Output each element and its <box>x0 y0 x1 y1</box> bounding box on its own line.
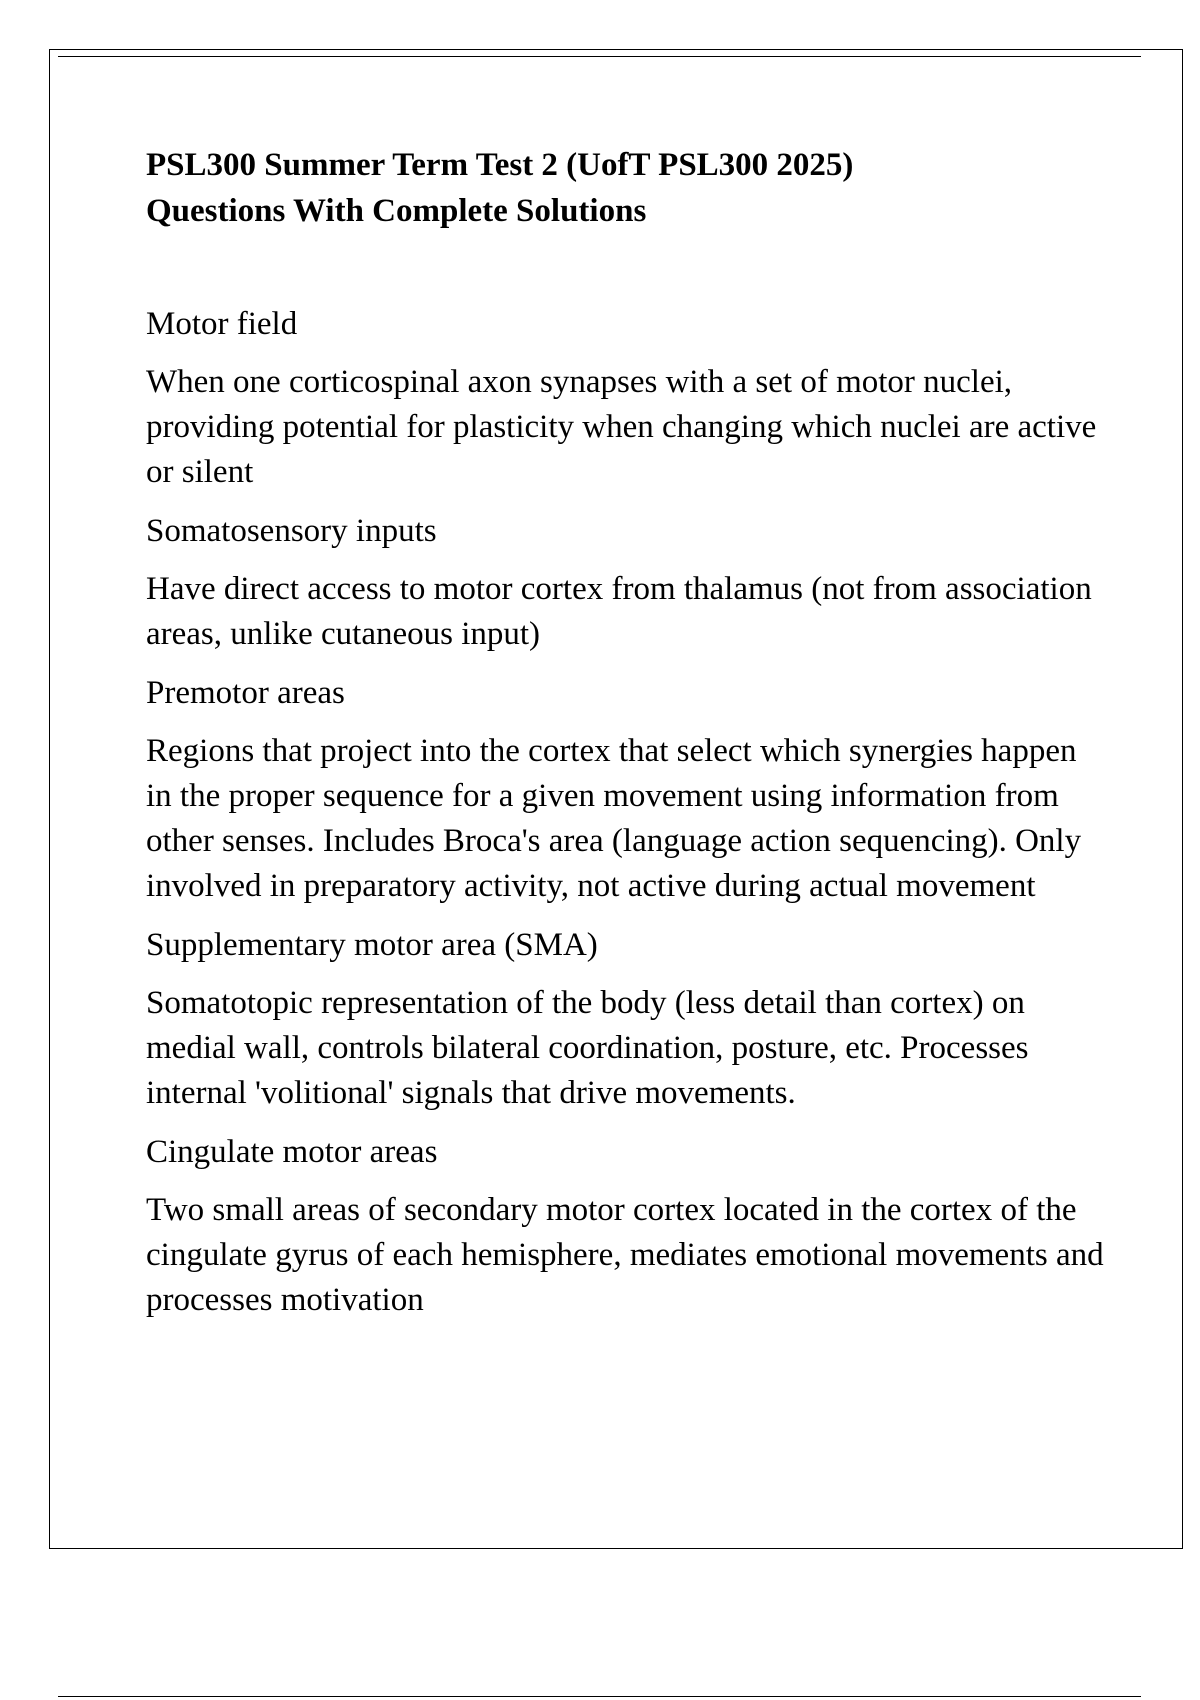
document-title-line-1: PSL300 Summer Term Test 2 (UofT PSL300 2025) <box>146 147 854 183</box>
question-motor-field: Motor field <box>146 306 298 342</box>
question-somatosensory-inputs: Somatosensory inputs <box>146 513 437 549</box>
answer-motor-field: When one corticospinal axon synapses with a set of motor nuclei, providing potential for plasticity when changing which nuclei are active or silent <box>146 364 1097 490</box>
document-title-line-2: Questions With Complete Solutions <box>146 193 647 229</box>
answer-somatosensory-inputs: Have direct access to motor cortex from thalamus (not from association areas, unlike cutaneous input) <box>146 571 1092 652</box>
document-content <box>146 142 1106 1337</box>
question-cingulate-motor-areas: Cingulate motor areas <box>146 1134 438 1170</box>
answer-supplementary-motor-area: Somatotopic representation of the body (less detail than cortex) on medial wall, controls bilateral coordination, posture, etc. Processes internal 'volitional' signals that drive movements. <box>146 985 1029 1111</box>
answer-premotor-areas: Regions that project into the cortex that select which synergies happen in the proper sequence for a given movement using information from other senses. Includes Broca's area (language action sequencing). Only involved in preparatory activity, not active during actual movement <box>146 733 1082 904</box>
answer-cingulate-motor-areas: Two small areas of secondary motor cortex located in the cortex of the cingulate gyrus of each hemisphere, mediates emotional movements and processes motivation <box>146 1192 1104 1318</box>
document-title <box>146 142 1106 234</box>
question-supplementary-motor-area: Supplementary motor area (SMA) <box>146 927 598 963</box>
question-premotor-areas: Premotor areas <box>146 675 345 711</box>
qa-list <box>146 302 1106 1323</box>
bottom-rule <box>58 1696 1141 1697</box>
